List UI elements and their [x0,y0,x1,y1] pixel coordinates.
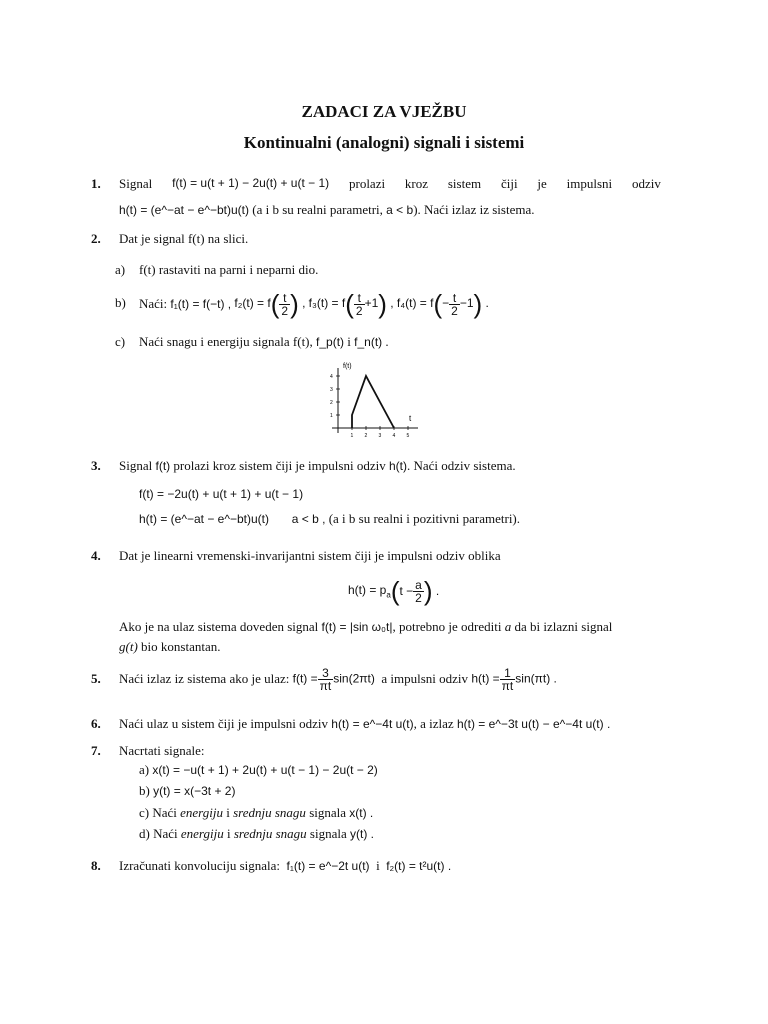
problem-1-line-2: h(t) = (e^−at − e^−bt)u(t) (a i b su realni parametri, a < b). Naći izlaz iz sistema. [119,202,535,217]
problem-7-text: Nacrtati signale: [119,743,205,758]
problem-7a: a) x(t) = −u(t + 1) + 2u(t) + u(t − 1) − 2u(t − 2) [139,762,378,777]
problem-7d: d) Naći energiju i srednju snagu signala y(t) . [139,826,374,841]
problem-2b-f1: f₁(t) = f(−t) , [170,297,232,311]
problem-2b-label: b) [115,295,126,310]
problem-7c: c) Naći energiju i srednju snagu signala x(t) . [139,805,374,820]
problem-2a-label: a) [115,262,126,277]
problem-3-number: 3. [91,458,101,473]
figure-axes [332,368,418,433]
problem-1-impulse-eq: h(t) = (e^−at − e^−bt)u(t) [119,203,249,217]
problem-4-number: 4. [91,548,101,563]
figure-signal-polyline [352,376,394,428]
page-title: ZADACI ZA VJEŽBU [301,102,467,121]
problem-2b-f3: f₃(t) = f( $\frac{t}{2}$ +1) , [308,289,394,319]
figure-y-tick-label: 1 [330,413,333,419]
problem-1-signal-eq: f(t) = u(t + 1) − 2u(t) + u(t − 1) [172,176,330,190]
problem-4-text-2: Ako je na ulaz sistema doveden signal f(t) = |sin ω₀t|, potrebno je odrediti a da bi izlazni signal [119,619,613,634]
problem-5-number: 5. [91,671,101,686]
figure-x-tick-label: 5 [406,433,410,439]
problem-5-input-eq: f(t) = $\frac{3}{\pi t}$ sin(2πt) [292,665,375,693]
problem-2b-f2: f₂(t) = f( $\frac{t}{2}$ ) , [234,289,306,319]
signal-figure [322,357,422,442]
problem-5-line: Naći izlaz iz sistema ako je ulaz: f(t) = $\frac{3}{\pi t}$ sin(2πt) a impulsni odziv h(t) = $\frac{1}{\pi t}$ sin(πt) . [119,665,557,693]
problem-2c-text: Naći snagu i energiju signala f(t), f_p(t) i f_n(t) . [139,334,389,349]
problem-2b-line: Naći: f₁(t) = f(−t) , f₂(t) = f( $\frac{t}{2}$ ) , f₃(t) = f( $\frac{t}{2}$ +1) , f₄(t) = f(− $\frac{t}{2}$ −1) . [139,289,489,319]
problem-3-eq-2: h(t) = (e^−at − e^−bt)u(t) a < b , (a i b su realni i pozitivni parametri). [139,511,521,526]
problem-7-number: 7. [91,743,101,758]
figure-x-tick-label: 2 [364,433,368,439]
figure-x-tick-label: 3 [378,433,382,439]
problem-4-text-3: g(t) bio konstantan. [119,639,221,654]
figure-x-tick-label: 1 [350,433,354,439]
figure-y-tick-label: 3 [330,387,333,393]
problem-6-line: Naći ulaz u sistem čiji je impulsni odziv h(t) = e^−4t u(t), a izlaz h(t) = e^−3t u(t) − e^−4t u(t) . [119,716,611,731]
problem-8-number: 8. [91,858,101,873]
figure-y-tick-label: 2 [330,400,333,406]
problem-4-text-1: Dat je linearni vremenski-invarijantni sistem čiji je impulsni odziv oblika [119,548,501,563]
problem-2b-f4: f₄(t) = f(− $\frac{t}{2}$ −1) . [396,289,489,319]
figure-ylabel: f(t) [343,363,352,370]
page-subtitle: Kontinualni (analogni) signali i sistemi [243,133,525,152]
figure-x-tick-label: 4 [392,433,396,439]
problem-6-number: 6. [91,716,101,731]
problem-3-text: Signal f(t) prolazi kroz sistem čiji je impulsni odziv h(t). Naći odziv sistema. [119,458,516,473]
problem-2-text: Dat je signal f(t) na slici. [119,231,249,246]
problem-5-impulse-eq: h(t) = $\frac{1}{\pi t}$ sin(πt) . [471,665,557,693]
problem-3-eq-1: f(t) = −2u(t) + u(t + 1) + u(t − 1) [139,487,304,501]
problem-1-line-1: Signal f(t) = u(t + 1) − 2u(t) + u(t − 1) prolazi kroz sistem čiji je impulsni odziv [119,176,661,191]
figure-xlabel: t [409,414,412,423]
problem-1-number: 1. [91,176,101,191]
problem-8-line: Izračunati konvoluciju signala: f₁(t) = e^−2t u(t) i f₂(t) = t²u(t) . [119,858,452,873]
problem-2c-label: c) [115,334,126,349]
figure-y-tick-label: 4 [330,374,333,380]
problem-4-eq: $h(t) = p_a$ ( t − $\frac{a}{2}$ ) . [348,576,440,606]
figure-signal-line [352,376,394,428]
problem-2-number: 2. [91,231,101,246]
problem-2a-text: f(t) rastaviti na parni i neparni dio. [139,262,319,277]
problem-7b: b) y(t) = x(−3t + 2) [139,783,236,798]
